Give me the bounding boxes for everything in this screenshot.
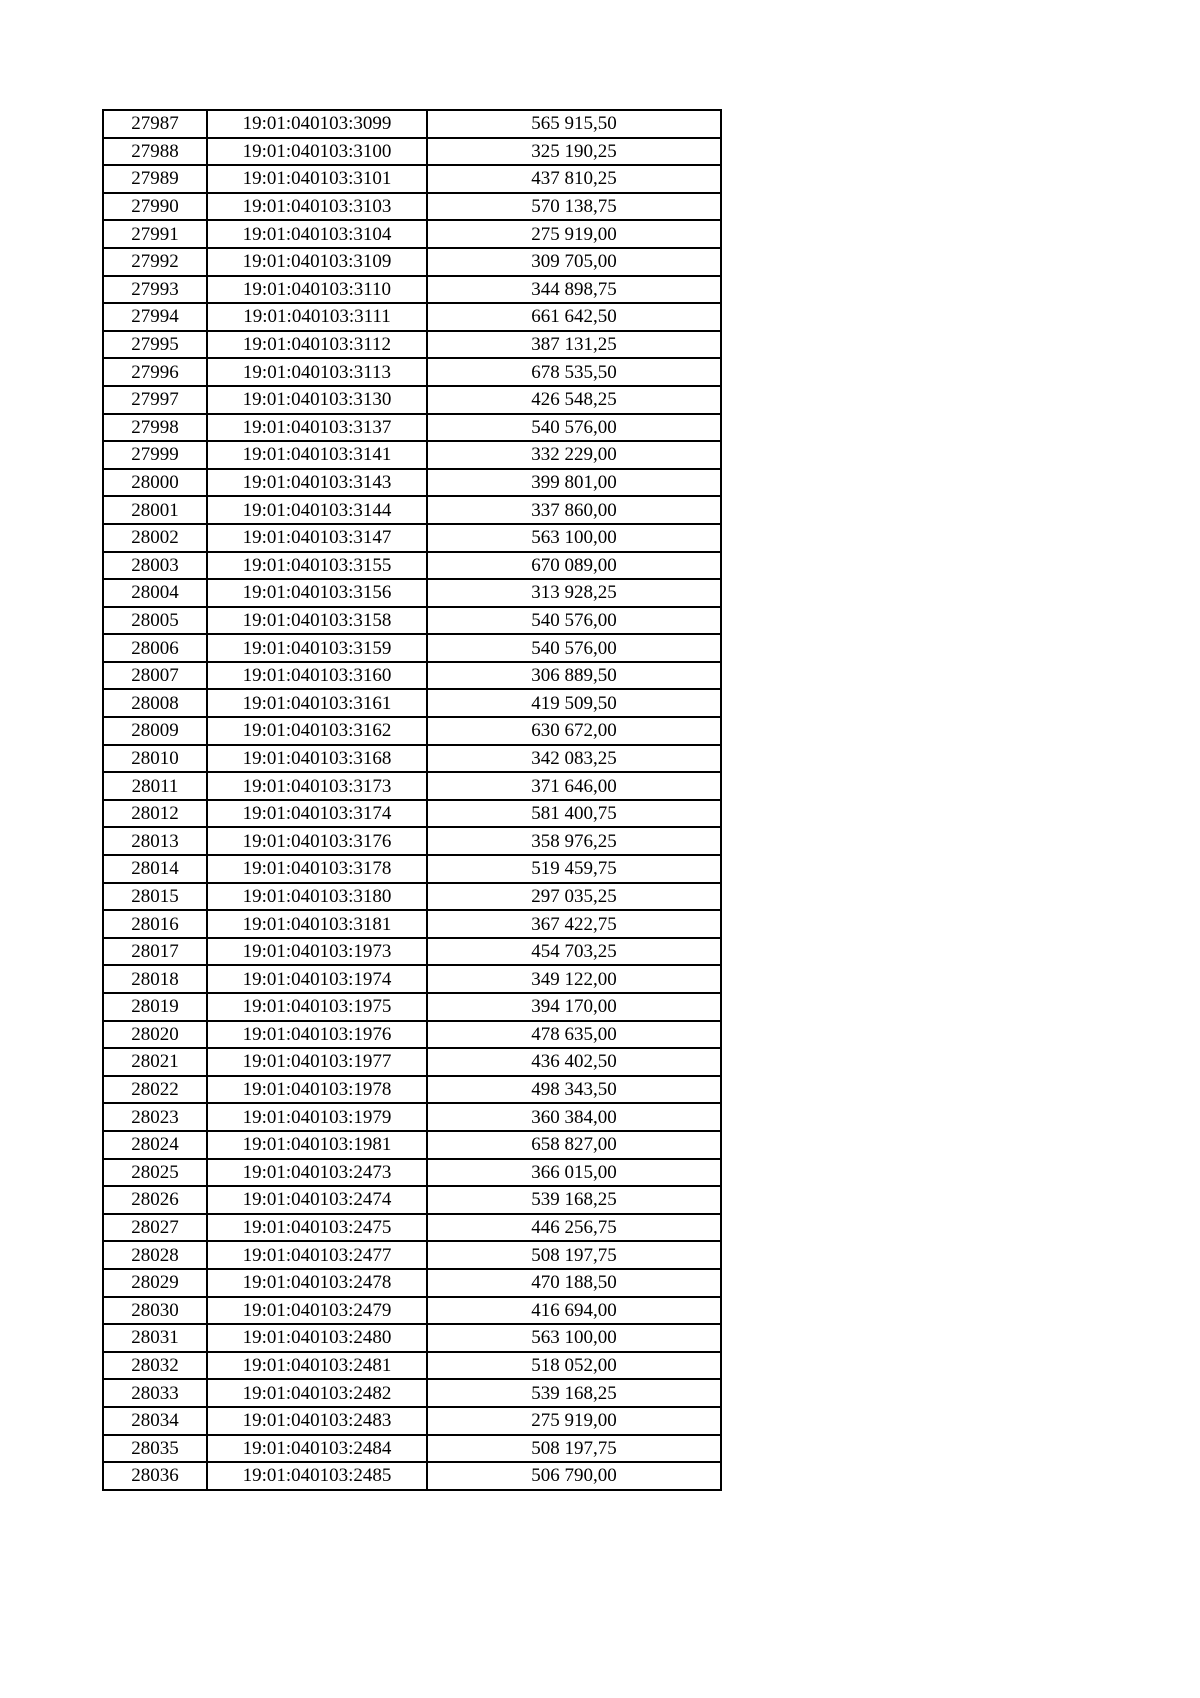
table-row [103,1297,721,1325]
value-cell: 349 122,00 [427,965,721,993]
table-row [103,662,721,690]
table-row [103,634,721,662]
row-number-cell: 28027 [103,1214,207,1242]
table-row [103,1462,721,1490]
table-row [103,1407,721,1435]
cadastral-number-cell: 19:01:040103:2485 [207,1462,427,1490]
row-number-cell: 27995 [103,331,207,359]
table-row [103,248,721,276]
cadastral-number-cell: 19:01:040103:3141 [207,441,427,469]
table-row [103,1269,721,1297]
table-body [103,110,721,1490]
table-row [103,1379,721,1407]
value-cell: 309 705,00 [427,248,721,276]
table-row [103,910,721,938]
cadastral-number-cell: 19:01:040103:1974 [207,965,427,993]
cadastral-number-cell: 19:01:040103:3137 [207,414,427,442]
cadastral-number-cell: 19:01:040103:3158 [207,607,427,635]
value-cell: 306 889,50 [427,662,721,690]
value-cell: 661 642,50 [427,303,721,331]
value-cell: 563 100,00 [427,1324,721,1352]
table-row [103,524,721,552]
value-cell: 540 576,00 [427,607,721,635]
row-number-cell: 28006 [103,634,207,662]
cadastral-number-cell: 19:01:040103:3174 [207,800,427,828]
row-number-cell: 28009 [103,717,207,745]
table-row [103,1324,721,1352]
row-number-cell: 28019 [103,993,207,1021]
value-cell: 506 790,00 [427,1462,721,1490]
value-cell: 658 827,00 [427,1131,721,1159]
cadastral-number-cell: 19:01:040103:1977 [207,1048,427,1076]
cadastral-number-cell: 19:01:040103:1981 [207,1131,427,1159]
cadastral-number-cell: 19:01:040103:3130 [207,386,427,414]
row-number-cell: 27991 [103,220,207,248]
table-row [103,220,721,248]
table-row [103,469,721,497]
table-row [103,579,721,607]
cadastral-number-cell: 19:01:040103:3113 [207,358,427,386]
value-cell: 508 197,75 [427,1435,721,1463]
row-number-cell: 28014 [103,855,207,883]
value-cell: 342 083,25 [427,745,721,773]
table-row [103,1352,721,1380]
value-cell: 275 919,00 [427,220,721,248]
cadastral-number-cell: 19:01:040103:3144 [207,496,427,524]
table-row [103,386,721,414]
value-cell: 563 100,00 [427,524,721,552]
table-row [103,855,721,883]
cadastral-number-cell: 19:01:040103:3103 [207,193,427,221]
cadastral-number-cell: 19:01:040103:2484 [207,1435,427,1463]
cadastral-number-cell: 19:01:040103:1973 [207,938,427,966]
row-number-cell: 28002 [103,524,207,552]
value-cell: 678 535,50 [427,358,721,386]
table-row [103,496,721,524]
row-number-cell: 28034 [103,1407,207,1435]
table-row [103,138,721,166]
table-row [103,827,721,855]
cadastral-number-cell: 19:01:040103:2483 [207,1407,427,1435]
cadastral-number-cell: 19:01:040103:3160 [207,662,427,690]
cadastral-number-cell: 19:01:040103:2479 [207,1297,427,1325]
cadastral-number-cell: 19:01:040103:3109 [207,248,427,276]
cadastral-number-cell: 19:01:040103:1975 [207,993,427,1021]
cadastral-number-cell: 19:01:040103:3112 [207,331,427,359]
cadastral-number-cell: 19:01:040103:3101 [207,165,427,193]
value-cell: 454 703,25 [427,938,721,966]
row-number-cell: 28013 [103,827,207,855]
value-cell: 478 635,00 [427,1021,721,1049]
cadastral-number-cell: 19:01:040103:3181 [207,910,427,938]
value-cell: 367 422,75 [427,910,721,938]
table-row [103,993,721,1021]
row-number-cell: 28021 [103,1048,207,1076]
cadastral-number-cell: 19:01:040103:2475 [207,1214,427,1242]
table-row [103,1241,721,1269]
value-cell: 416 694,00 [427,1297,721,1325]
row-number-cell: 28023 [103,1103,207,1131]
row-number-cell: 28020 [103,1021,207,1049]
row-number-cell: 27990 [103,193,207,221]
cadastral-value-table [102,109,722,1491]
table-row [103,717,721,745]
table-row [103,772,721,800]
row-number-cell: 28001 [103,496,207,524]
cadastral-number-cell: 19:01:040103:3143 [207,469,427,497]
value-cell: 670 089,00 [427,552,721,580]
table-row [103,1103,721,1131]
row-number-cell: 28022 [103,1076,207,1104]
row-number-cell: 28025 [103,1159,207,1187]
cadastral-number-cell: 19:01:040103:3156 [207,579,427,607]
row-number-cell: 28015 [103,883,207,911]
value-cell: 358 976,25 [427,827,721,855]
cadastral-number-cell: 19:01:040103:3176 [207,827,427,855]
cadastral-number-cell: 19:01:040103:3159 [207,634,427,662]
value-cell: 419 509,50 [427,689,721,717]
value-cell: 539 168,25 [427,1186,721,1214]
value-cell: 630 672,00 [427,717,721,745]
value-cell: 437 810,25 [427,165,721,193]
cadastral-number-cell: 19:01:040103:1978 [207,1076,427,1104]
value-cell: 470 188,50 [427,1269,721,1297]
value-cell: 360 384,00 [427,1103,721,1131]
value-cell: 332 229,00 [427,441,721,469]
value-cell: 337 860,00 [427,496,721,524]
row-number-cell: 27996 [103,358,207,386]
row-number-cell: 28030 [103,1297,207,1325]
table-row [103,607,721,635]
table-row [103,689,721,717]
table-row [103,552,721,580]
value-cell: 399 801,00 [427,469,721,497]
table-row [103,110,721,138]
value-cell: 540 576,00 [427,414,721,442]
cadastral-number-cell: 19:01:040103:2482 [207,1379,427,1407]
table-row [103,414,721,442]
table-row [103,276,721,304]
value-cell: 436 402,50 [427,1048,721,1076]
value-cell: 325 190,25 [427,138,721,166]
table-row [103,965,721,993]
value-cell: 565 915,50 [427,110,721,138]
row-number-cell: 28024 [103,1131,207,1159]
row-number-cell: 28003 [103,552,207,580]
row-number-cell: 28031 [103,1324,207,1352]
table-row [103,883,721,911]
cadastral-number-cell: 19:01:040103:2473 [207,1159,427,1187]
table-row [103,1435,721,1463]
row-number-cell: 27994 [103,303,207,331]
row-number-cell: 27992 [103,248,207,276]
row-number-cell: 28008 [103,689,207,717]
value-cell: 570 138,75 [427,193,721,221]
value-cell: 426 548,25 [427,386,721,414]
value-cell: 394 170,00 [427,993,721,1021]
table-row [103,1131,721,1159]
cadastral-number-cell: 19:01:040103:3161 [207,689,427,717]
value-cell: 518 052,00 [427,1352,721,1380]
row-number-cell: 28011 [103,772,207,800]
value-cell: 498 343,50 [427,1076,721,1104]
cadastral-number-cell: 19:01:040103:3178 [207,855,427,883]
value-cell: 344 898,75 [427,276,721,304]
value-cell: 275 919,00 [427,1407,721,1435]
table-row [103,938,721,966]
cadastral-number-cell: 19:01:040103:3162 [207,717,427,745]
row-number-cell: 28026 [103,1186,207,1214]
cadastral-number-cell: 19:01:040103:3147 [207,524,427,552]
cadastral-number-cell: 19:01:040103:3168 [207,745,427,773]
row-number-cell: 28028 [103,1241,207,1269]
cadastral-number-cell: 19:01:040103:2481 [207,1352,427,1380]
row-number-cell: 28007 [103,662,207,690]
cadastral-number-cell: 19:01:040103:2480 [207,1324,427,1352]
table-row [103,303,721,331]
cadastral-number-cell: 19:01:040103:3111 [207,303,427,331]
value-cell: 508 197,75 [427,1241,721,1269]
row-number-cell: 28029 [103,1269,207,1297]
row-number-cell: 28010 [103,745,207,773]
value-cell: 581 400,75 [427,800,721,828]
cadastral-number-cell: 19:01:040103:3155 [207,552,427,580]
row-number-cell: 28036 [103,1462,207,1490]
table-row [103,1186,721,1214]
row-number-cell: 27997 [103,386,207,414]
row-number-cell: 28018 [103,965,207,993]
cadastral-number-cell: 19:01:040103:3173 [207,772,427,800]
value-cell: 446 256,75 [427,1214,721,1242]
row-number-cell: 28005 [103,607,207,635]
table-row [103,1048,721,1076]
row-number-cell: 28012 [103,800,207,828]
row-number-cell: 27993 [103,276,207,304]
row-number-cell: 27998 [103,414,207,442]
cadastral-number-cell: 19:01:040103:3100 [207,138,427,166]
row-number-cell: 27999 [103,441,207,469]
row-number-cell: 28016 [103,910,207,938]
table-row [103,441,721,469]
cadastral-number-cell: 19:01:040103:2478 [207,1269,427,1297]
table-row [103,1159,721,1187]
table-row [103,800,721,828]
row-number-cell: 28035 [103,1435,207,1463]
value-cell: 366 015,00 [427,1159,721,1187]
row-number-cell: 27987 [103,110,207,138]
value-cell: 519 459,75 [427,855,721,883]
row-number-cell: 28032 [103,1352,207,1380]
row-number-cell: 28004 [103,579,207,607]
value-cell: 387 131,25 [427,331,721,359]
row-number-cell: 28000 [103,469,207,497]
table-row [103,358,721,386]
row-number-cell: 27988 [103,138,207,166]
cadastral-number-cell: 19:01:040103:2477 [207,1241,427,1269]
table-row [103,1214,721,1242]
table-row [103,745,721,773]
row-number-cell: 27989 [103,165,207,193]
table-row [103,193,721,221]
cadastral-number-cell: 19:01:040103:1979 [207,1103,427,1131]
value-cell: 540 576,00 [427,634,721,662]
value-cell: 371 646,00 [427,772,721,800]
value-cell: 539 168,25 [427,1379,721,1407]
table-row [103,331,721,359]
cadastral-number-cell: 19:01:040103:3104 [207,220,427,248]
cadastral-number-cell: 19:01:040103:3110 [207,276,427,304]
row-number-cell: 28033 [103,1379,207,1407]
row-number-cell: 28017 [103,938,207,966]
cadastral-number-cell: 19:01:040103:3180 [207,883,427,911]
cadastral-number-cell: 19:01:040103:2474 [207,1186,427,1214]
table-row [103,1076,721,1104]
table-row [103,1021,721,1049]
value-cell: 313 928,25 [427,579,721,607]
cadastral-number-cell: 19:01:040103:3099 [207,110,427,138]
table-row [103,165,721,193]
cadastral-number-cell: 19:01:040103:1976 [207,1021,427,1049]
value-cell: 297 035,25 [427,883,721,911]
